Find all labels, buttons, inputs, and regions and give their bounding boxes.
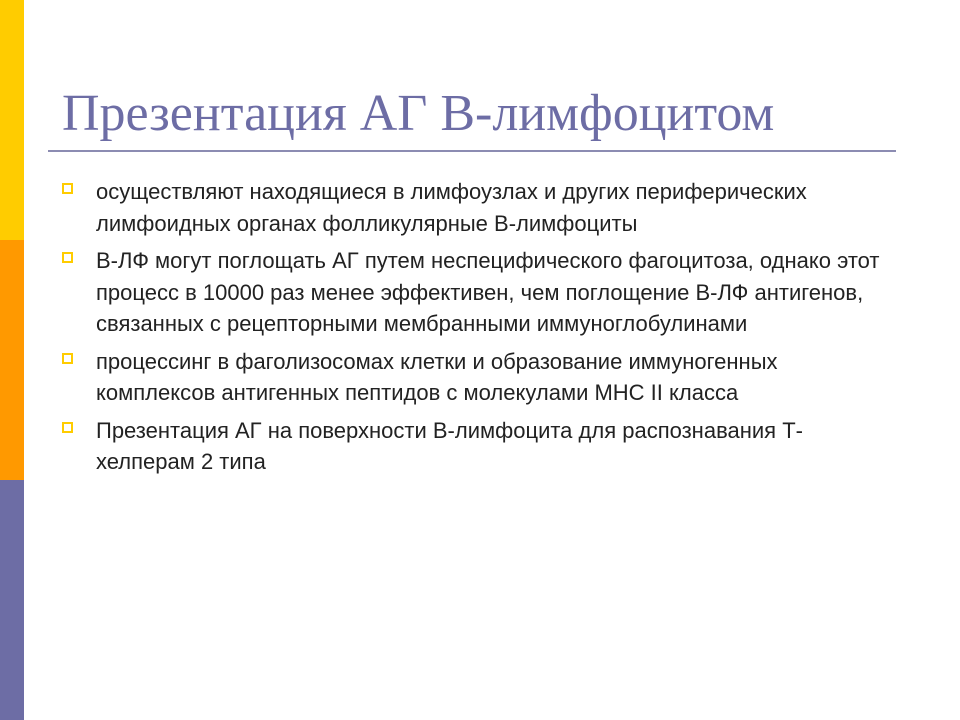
bullet-item-3 [60, 346, 880, 409]
accent-bar-slate-segment [0, 480, 24, 720]
accent-bar-orange-segment [0, 240, 24, 480]
side-accent-bar [0, 0, 24, 720]
accent-bar-yellow-segment [0, 0, 24, 240]
bullet-text: осуществляют находящиеся в лимфоузлах и других периферических лимфоидных органах фолликулярные В-лимфоциты [96, 179, 807, 236]
bullet-text: процессинг в фаголизосомах клетки и образование иммуногенных комплексов антигенных пептидов с молекулами МНС II класса [96, 348, 778, 405]
bullet-text: Презентация АГ на поверхности В-лимфоцита для распознавания Т-хелперам 2 типа [96, 417, 803, 474]
hollow-square-bullet-icon [62, 183, 73, 194]
bullet-item-1 [60, 176, 880, 239]
slide-title: Презентация АГ В-лимфоцитом [62, 85, 775, 142]
hollow-square-bullet-icon [62, 422, 73, 433]
hollow-square-bullet-icon [62, 353, 73, 364]
title-underline [48, 150, 896, 152]
bullet-item-4 [60, 415, 880, 478]
bullet-text: В-ЛФ могут поглощать АГ путем неспецифического фагоцитоза, однако этот процесс в 10000 раз менее эффективен, чем поглощение В-ЛФ антигенов, связанных с рецепторными мембранными иммуноглобулинами [96, 248, 880, 336]
bullet-list [60, 176, 880, 484]
bullet-item-2 [60, 245, 880, 340]
hollow-square-bullet-icon [62, 252, 73, 263]
